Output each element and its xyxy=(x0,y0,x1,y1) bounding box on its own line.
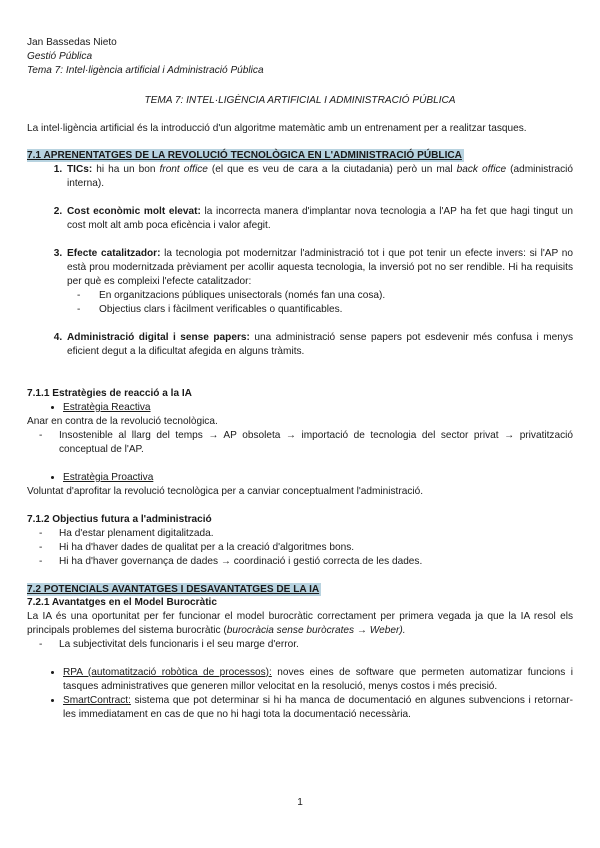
bureaucratic-paragraph: La IA és una oportunitat per fer funcionar el model burocràtic correctament per primera vegada ja que la IA resol els principals problemes del sistema burocràtic (burocràcia sense buròcrates → Weber). xyxy=(27,610,573,636)
list-item-smartcontract: • SmartContract: sistema que pot determinar si hi ha manca de documentació en algunes subvencions i retornar-les immediatament en cas de que no hi hagi tota la documentació necessària. xyxy=(63,694,573,722)
list-item-catalyst: 3. Efecte catalitzador: la tecnologia pot modernitzar l'administració tot i que pot tenir un efecte invers: si l'AP no està prou modernitzada prèviament per acollir aquesta tecnologia, la inversió pot no ser rendible. Hi ha requisits per què es compleixi l'efecte catalitzador: - En organitzacions públiques unisectorals (només fan una cosa). - Objectius clars i fàcilment verificables o quantificables. xyxy=(65,247,573,317)
section-7-1-2-heading: 7.1.2 Objectius futura a l'administració xyxy=(27,513,212,525)
intro-paragraph: La intel·ligència artificial és la introducció d'un algoritme matemàtic amb un entrenament per a realitzar tasques. xyxy=(27,123,527,134)
list-item: - Hi ha d'haver dades de qualitat per a la creació d'algoritmes bons. xyxy=(59,541,573,555)
list-item: - Hi ha d'haver governança de dades → coordinació i gestió correcta de les dades. xyxy=(59,555,573,569)
list-item: - En organitzacions públiques unisectorals (només fan una cosa). xyxy=(97,289,573,303)
reactive-description: Anar en contra de la revolució tecnològica. xyxy=(27,415,218,427)
catalyst-requisites xyxy=(67,289,573,317)
section-7-2-heading: 7.2 POTENCIALS AVANTATGES I DESAVANTATGES DE LA IA xyxy=(27,583,320,595)
list-item-cost: 2. Cost econòmic molt elevat: la incorrecta manera d'implantar nova tecnologia a l'AP ha fet que hagi tingut un cost molt alt amb poca eficència i valor afegit. xyxy=(65,205,573,233)
list-item: - La subjectivitat dels funcionaris i el seu marge d'error. xyxy=(59,638,573,652)
section-7-1-1-heading: 7.1.1 Estratègies de reacció a la IA xyxy=(27,387,192,399)
list-item: • Estratègia Proactiva xyxy=(63,471,573,485)
list-item: - Ha d'estar plenament digitalitzada. xyxy=(59,527,573,541)
section-7-1-heading: 7.1 APRENENTATGES DE LA REVOLUCIÓ TECNOLÒGICA EN L'ADMINISTRACIÓ PÚBLICA xyxy=(27,149,462,161)
list-item-tics: 1. TICs: hi ha un bon front office (el que es veu de cara a la ciutadania) però un mal back office (administració interna). xyxy=(65,163,573,191)
section-7-1-list xyxy=(27,163,573,359)
tools-list xyxy=(27,666,573,722)
strategy-reactive-bullet xyxy=(27,401,573,415)
page-number: 1 xyxy=(297,797,303,808)
document-title: TEMA 7: INTEL·LIGÈNCIA ARTIFICIAL I ADMINISTRACIÓ PÚBLICA xyxy=(144,95,456,106)
topic-name: Tema 7: Intel·ligència artificial i Administració Pública xyxy=(27,65,264,76)
list-item-rpa: • RPA (automatització robòtica de processos): noves eines de software que permeten automatizar funcions i tasques administratives que generen millor velocitat en la resolució, menys costos i més precisió. xyxy=(63,666,573,694)
strategy-proactive-bullet xyxy=(27,471,573,485)
list-item-digital: 4. Administració digital i sense papers: una administració sense papers pot esdevenir més confusa i menys eficient degut a la dificultat afegida en alguns tràmits. xyxy=(65,331,573,359)
list-item: - Objectius clars i fàcilment verificables o quantificables. xyxy=(97,303,573,317)
reactive-consequences xyxy=(27,429,573,457)
section-7-2-1-heading: 7.2.1 Avantatges en el Model Burocràtic xyxy=(27,596,217,608)
proactive-description: Voluntat d'aprofitar la revolució tecnològica per a canviar conceptualment l'administració. xyxy=(27,485,424,497)
list-item: • Estratègia Reactiva xyxy=(63,401,573,415)
document-page xyxy=(27,36,573,722)
future-objectives-list xyxy=(27,527,573,569)
list-item: - Insostenible al llarg del temps → AP obsoleta → importació de tecnologia del sector privat → privatització conceptual de l'AP. xyxy=(59,429,573,457)
bureaucratic-problems xyxy=(27,638,573,652)
author-name: Jan Bassedas Nieto xyxy=(27,37,117,48)
subject-name: Gestió Pública xyxy=(27,51,93,62)
